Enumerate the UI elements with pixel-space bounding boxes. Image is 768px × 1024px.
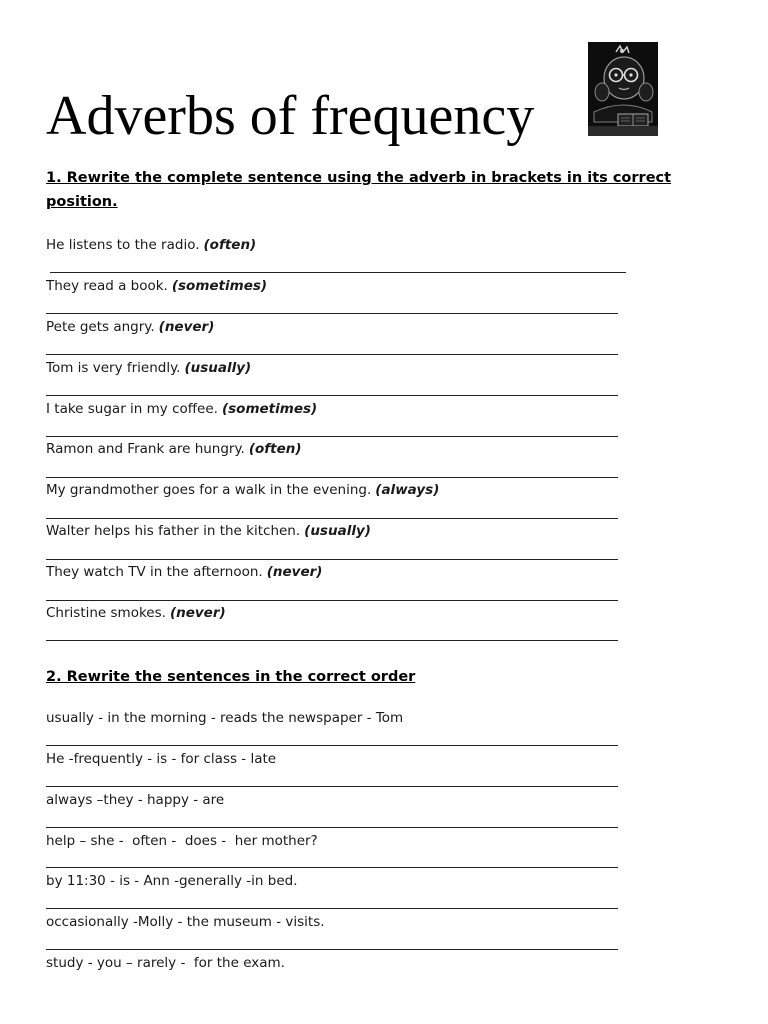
exercise-item [46,481,439,499]
item-adverb: (often) [203,237,257,253]
exercise-item: occasionally -Molly - the museum - visits. [46,914,325,930]
worksheet-title: Adverbs of frequency [46,85,535,147]
exercise-item: always –they - happy - are [46,792,225,808]
exercise-item [46,318,214,336]
answer-line[interactable] [46,949,618,950]
answer-line[interactable] [46,745,618,746]
exercise-item [46,400,317,418]
answer-line[interactable] [46,477,618,478]
item-adverb: (sometimes) [221,401,318,417]
exercise-item: He -frequently - is - for class - late [46,751,277,767]
exercise-item [46,359,251,377]
exercise-item: usually - in the morning - reads the newspaper - Tom [46,710,404,726]
item-sentence: He listens to the radio. [46,237,200,253]
studying-kid-illustration [588,42,658,136]
item-adverb: (often) [248,441,302,457]
exercise-item: by 11:30 - is - Ann -generally -in bed. [46,873,298,889]
answer-line[interactable] [46,313,618,314]
exercise-item [46,522,371,540]
item-sentence: Christine smokes. [46,605,166,621]
item-adverb: (sometimes) [171,278,268,294]
item-adverb: (usually) [184,360,252,376]
answer-line[interactable] [46,827,618,828]
item-sentence: I take sugar in my coffee. [46,401,218,417]
answer-line[interactable] [46,867,618,868]
answer-line[interactable] [46,354,618,355]
answer-line[interactable] [46,518,618,519]
exercise-item: study - you – rarely - for the exam. [46,955,285,971]
item-sentence: They watch TV in the afternoon. [46,564,263,580]
answer-line[interactable] [46,395,618,396]
exercise-item [46,277,267,295]
item-adverb: (never) [158,319,215,335]
exercise-item: help – she - often - does - her mother? [46,833,318,849]
item-adverb: (usually) [304,523,371,539]
item-sentence: Walter helps his father in the kitchen. [46,523,301,539]
answer-line[interactable] [46,436,618,437]
section-1-heading: 1. Rewrite the complete sentence using the adverb in brackets in its correct position. [46,170,672,210]
item-adverb: (never) [266,564,323,580]
exercise-item [46,563,322,581]
answer-line[interactable] [46,640,618,641]
item-sentence: Ramon and Frank are hungry. [46,441,245,457]
item-sentence: Pete gets angry. [46,319,155,335]
item-sentence: My grandmother goes for a walk in the evening. [46,482,372,498]
exercise-item [46,440,302,458]
answer-line[interactable] [46,559,618,560]
item-sentence: They read a book. [46,278,168,294]
answer-line[interactable] [46,600,618,601]
item-adverb: (never) [169,605,226,621]
section-2-heading: 2. Rewrite the sentences in the correct order [46,669,416,685]
exercise-item [46,604,226,622]
exercise-item [46,236,256,254]
item-adverb: (always) [375,482,440,498]
answer-line[interactable] [46,786,618,787]
item-sentence: Tom is very friendly. [46,360,181,376]
answer-line[interactable] [46,908,618,909]
answer-line[interactable] [50,272,626,273]
